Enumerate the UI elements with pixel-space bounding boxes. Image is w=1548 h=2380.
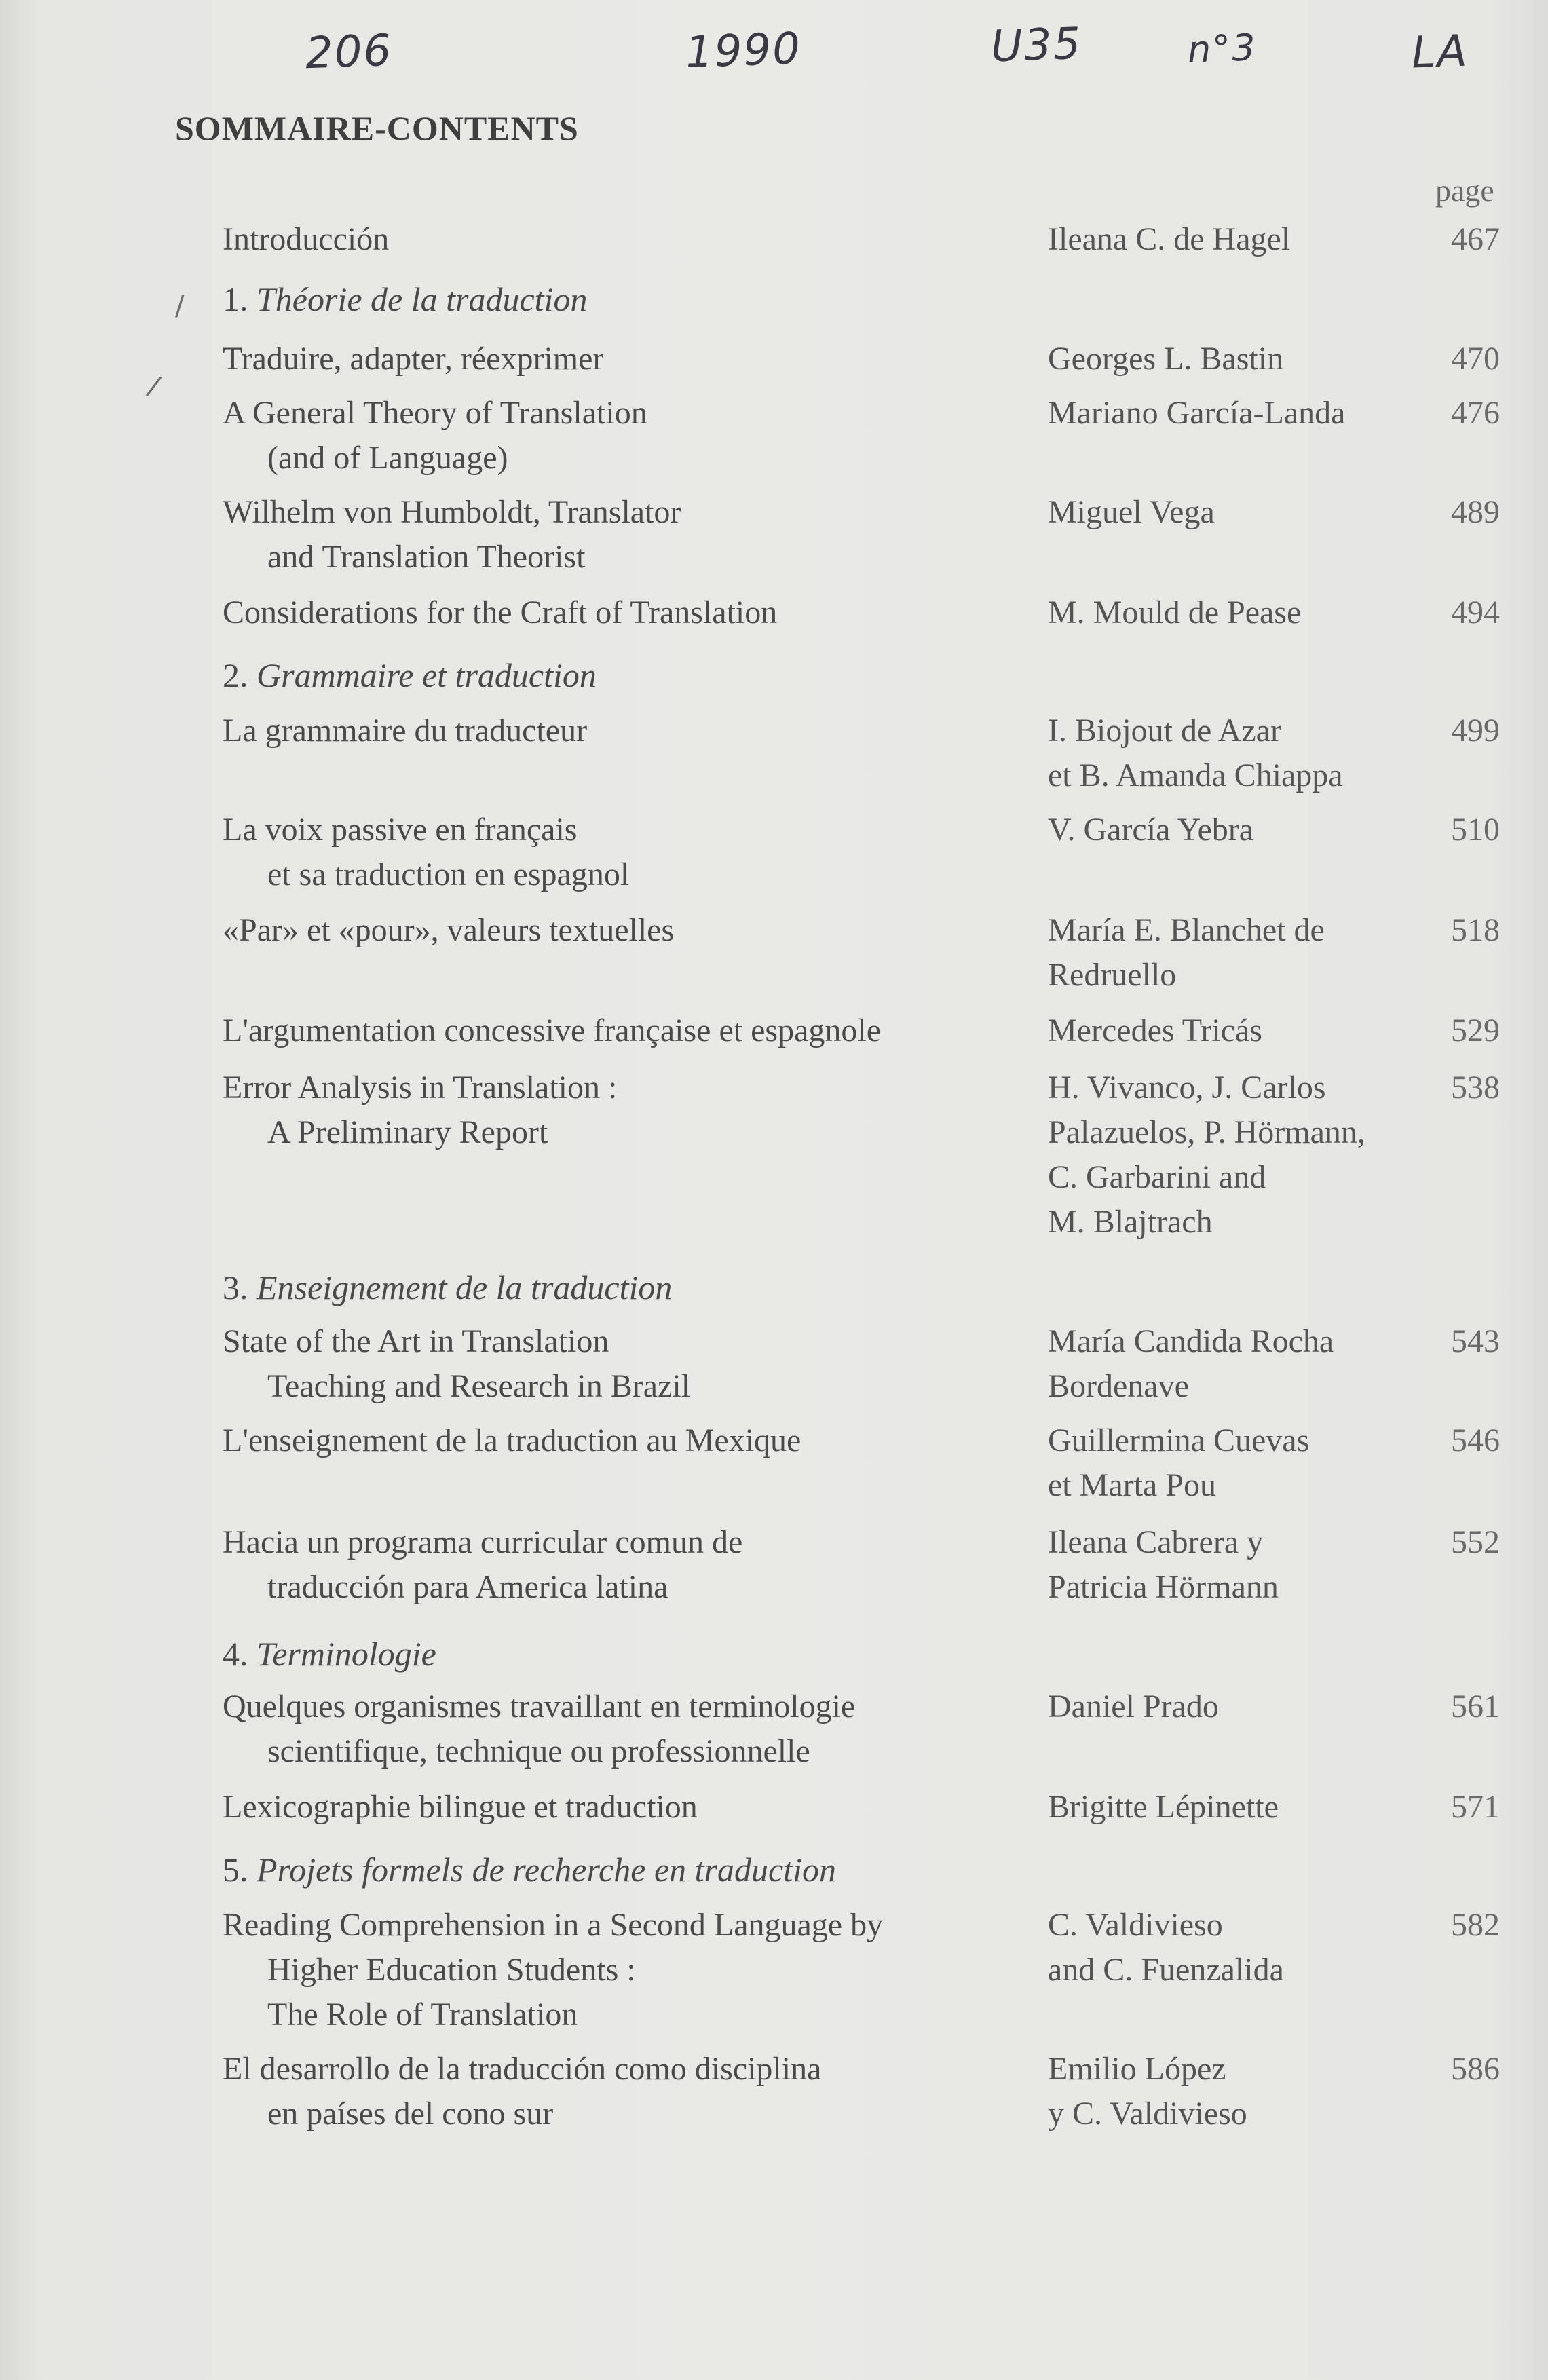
entry-author: Daniel Prado <box>1048 1688 1219 1724</box>
entry-page-number: 489 <box>1451 494 1500 530</box>
section-heading-5 <box>223 1847 836 1892</box>
section-heading-4 <box>223 1631 436 1676</box>
page-column-label: page <box>1435 173 1494 208</box>
pencil-tick-mark-icon: / <box>144 370 164 402</box>
entry-page-number: 538 <box>1451 1070 1500 1106</box>
entry-title: Hacia un programa curricular comun de traducción para America latina <box>223 1524 743 1605</box>
entry-title: «Par» et «pour», valeurs textuelles <box>223 912 675 948</box>
entry-title: Introducción <box>223 221 390 257</box>
entry-page-number: 467 <box>1451 221 1500 257</box>
entry-author: Emilio López y C. Valdivieso <box>1048 2051 1247 2132</box>
pencil-tick-mark-icon: / <box>175 290 185 322</box>
entry-page-number: 582 <box>1451 1907 1500 1943</box>
entry-author: H. Vivanco, J. Carlos Palazuelos, P. Hörmann, C. Garbarini and M. Blajtrach <box>1048 1070 1365 1240</box>
entry-author: Georges L. Bastin <box>1048 341 1284 377</box>
entry-title: Traduire, adapter, réexprimer <box>223 341 604 377</box>
entry-title: La grammaire du traducteur <box>223 713 588 749</box>
entry-title: L'enseignement de la traduction au Mexique <box>223 1422 801 1458</box>
entry-page-number: 546 <box>1451 1422 1500 1458</box>
entry-page-number: 510 <box>1451 812 1500 848</box>
entry-page-number: 494 <box>1451 594 1500 630</box>
entry-title: Quelques organismes travaillant en terminologie scientifique, technique ou professionnelle <box>223 1688 856 1769</box>
section-title: Projets formels de recherche en traduction <box>257 1851 836 1889</box>
entry-title: Wilhelm von Humboldt, Translator and Translation Theorist <box>223 494 681 575</box>
entry-page-number: 470 <box>1451 341 1500 377</box>
entry-title: State of the Art in Translation Teaching and Research in Brazil <box>223 1323 691 1404</box>
entry-author: C. Valdivieso and C. Fuenzalida <box>1048 1907 1284 1988</box>
entry-author: María E. Blanchet de Redruello <box>1048 912 1325 993</box>
page-title: SOMMAIRE-CONTENTS <box>175 109 579 147</box>
handwritten-note-la: LA <box>1410 26 1469 79</box>
section-number: 5. <box>223 1851 248 1889</box>
entry-title: Lexicographie bilingue et traduction <box>223 1789 698 1825</box>
entry-title: Considerations for the Craft of Translation <box>223 594 778 630</box>
entry-author: Miguel Vega <box>1048 494 1215 530</box>
entry-author: V. García Yebra <box>1048 812 1254 848</box>
handwritten-note-u35: U35 <box>989 18 1083 73</box>
entry-author: Ileana Cabrera y Patricia Hörmann <box>1048 1524 1279 1605</box>
entry-author: Brigitte Lépinette <box>1048 1789 1279 1825</box>
entry-title: L'argumentation concessive française et espagnole <box>223 1013 882 1049</box>
section-heading-1 <box>223 277 587 322</box>
entry-title: Error Analysis in Translation : A Preliminary Report <box>223 1070 618 1150</box>
entry-page-number: 586 <box>1451 2051 1500 2087</box>
section-title: Grammaire et traduction <box>257 656 597 694</box>
section-number: 1. <box>223 280 248 318</box>
section-number: 4. <box>223 1635 248 1673</box>
entry-page-number: 518 <box>1451 912 1500 948</box>
entry-page-number: 571 <box>1451 1789 1500 1825</box>
entry-page-number: 543 <box>1451 1323 1500 1359</box>
entry-title: A General Theory of Translation (and of Language) <box>223 395 647 476</box>
entry-author: Mariano García-Landa <box>1048 395 1346 431</box>
entry-author: M. Mould de Pease <box>1048 594 1302 630</box>
entry-author: I. Biojout de Azar et B. Amanda Chiappa <box>1048 713 1343 793</box>
entry-page-number: 552 <box>1451 1524 1500 1560</box>
section-title: Théorie de la traduction <box>257 280 588 318</box>
entry-page-number: 499 <box>1451 713 1500 749</box>
entry-author: Guillermina Cuevas et Marta Pou <box>1048 1422 1310 1503</box>
entry-author: Ileana C. de Hagel <box>1048 221 1291 257</box>
handwritten-note-206: 206 <box>304 25 394 79</box>
entry-author: María Candida Rocha Bordenave <box>1048 1323 1334 1404</box>
section-heading-3 <box>223 1265 672 1310</box>
section-number: 2. <box>223 656 248 694</box>
entry-title: Reading Comprehension in a Second Language by Higher Education Students : The Role of Translation <box>223 1907 884 2033</box>
section-heading-2 <box>223 653 597 698</box>
handwritten-note-1990: 1990 <box>684 24 803 78</box>
entry-page-number: 529 <box>1451 1013 1500 1049</box>
entry-page-number: 476 <box>1451 395 1500 431</box>
section-title: Terminologie <box>257 1635 436 1673</box>
entry-author: Mercedes Tricás <box>1048 1013 1262 1049</box>
section-number: 3. <box>223 1268 248 1306</box>
entry-title: La voix passive en français et sa traduction en espagnol <box>223 812 630 892</box>
entry-page-number: 561 <box>1451 1688 1500 1724</box>
section-title: Enseignement de la traduction <box>257 1268 673 1306</box>
entry-title: El desarrollo de la traducción como disciplina en países del cono sur <box>223 2051 822 2132</box>
handwritten-note-n3: n°3 <box>1186 26 1258 71</box>
